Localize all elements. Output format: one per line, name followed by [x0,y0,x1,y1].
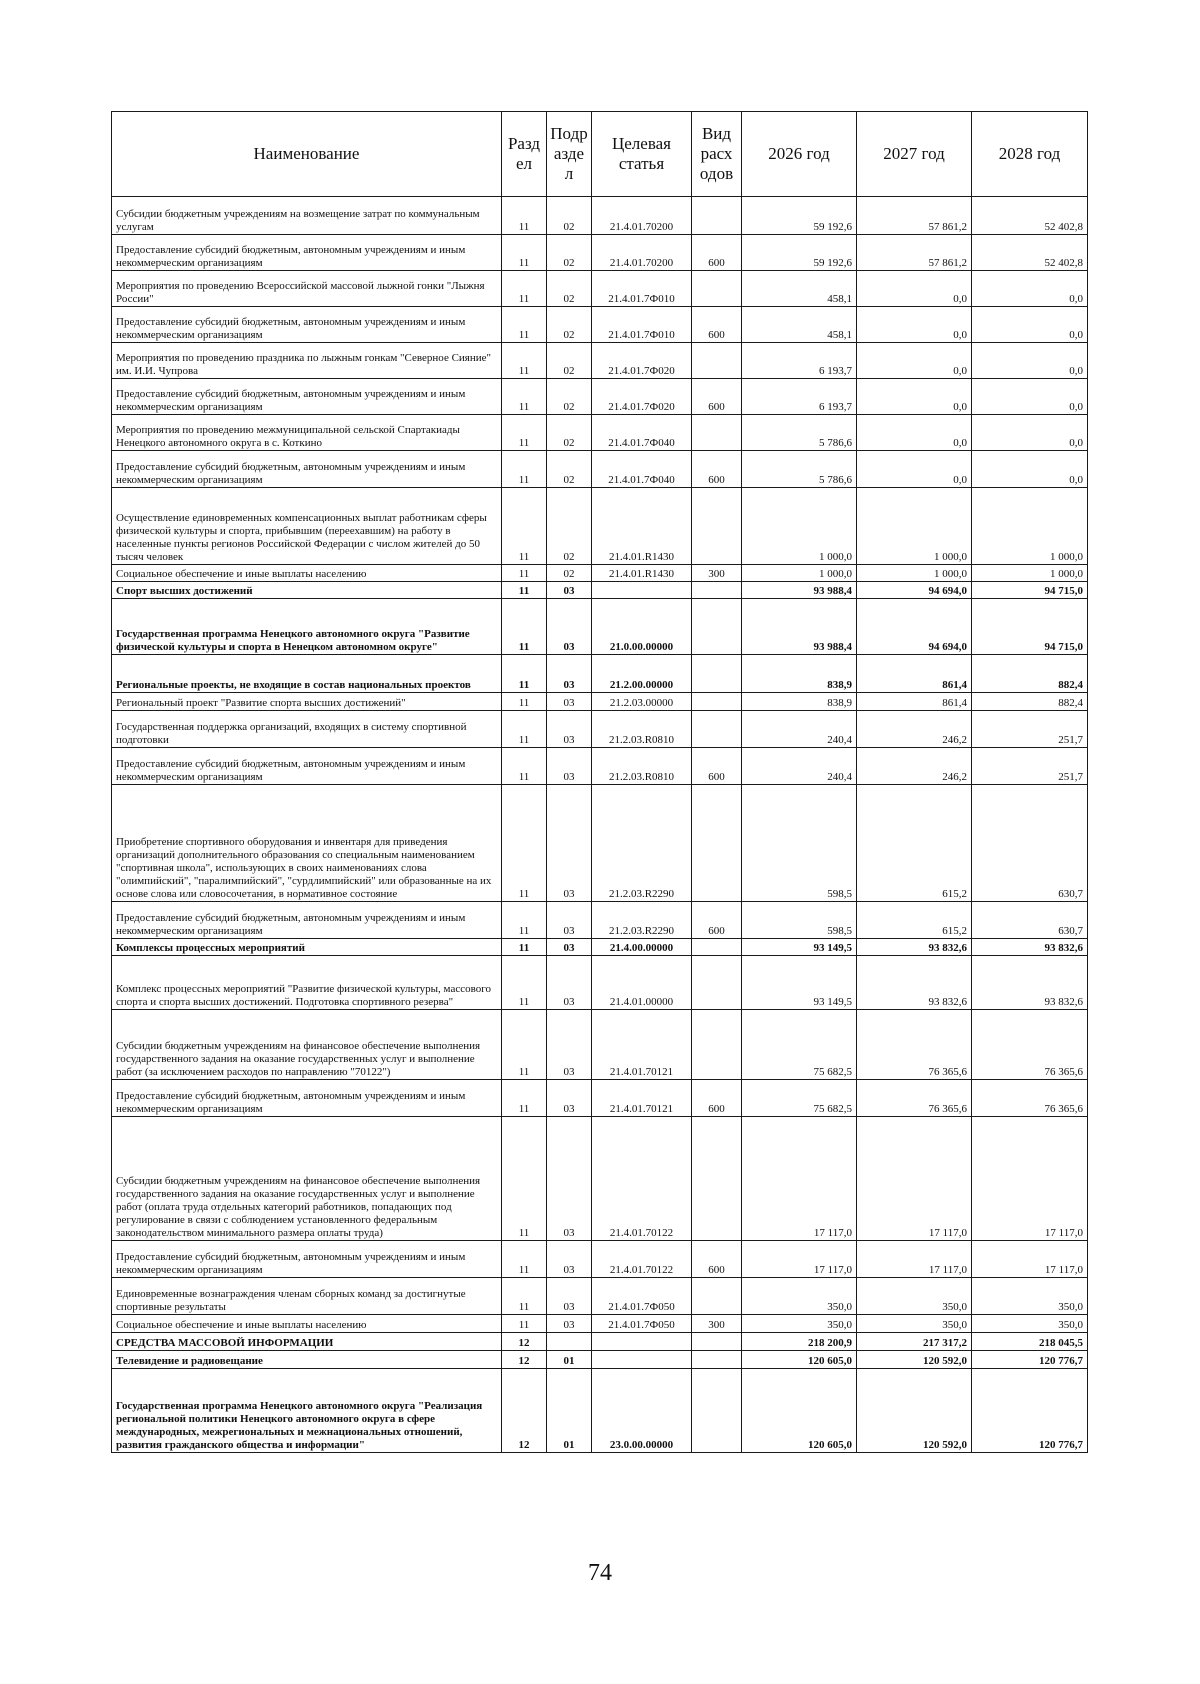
row-value-2027: 57 861,2 [857,197,972,235]
row-name: Субсидии бюджетным учреждениям на возмещение затрат по коммунальным услугам [112,197,502,235]
row-expense-type: 600 [692,379,742,415]
row-name: Социальное обеспечение и иные выплаты населению [112,565,502,582]
row-section: 11 [502,748,547,785]
row-value-2026: 5 786,6 [742,415,857,451]
row-expense-type [692,599,742,655]
row-value-2028: 76 365,6 [972,1080,1088,1117]
row-expense-type: 600 [692,1241,742,1278]
row-expense-type [692,711,742,748]
table-row [112,956,1088,1010]
row-target-article: 21.2.03.R0810 [592,711,692,748]
row-name: Государственная поддержка организаций, входящих в систему спортивной подготовки [112,711,502,748]
table-row [112,1315,1088,1333]
row-target-article: 21.4.01.00000 [592,956,692,1010]
table-row [112,565,1088,582]
row-section: 11 [502,307,547,343]
row-expense-type [692,197,742,235]
row-value-2027: 76 365,6 [857,1080,972,1117]
row-subsection: 03 [547,582,592,599]
row-value-2028: 0,0 [972,415,1088,451]
row-target-article: 21.4.01.7Ф020 [592,379,692,415]
row-value-2026: 350,0 [742,1278,857,1315]
row-value-2028: 94 715,0 [972,582,1088,599]
row-subsection: 03 [547,1080,592,1117]
row-section: 11 [502,197,547,235]
row-name: Предоставление субсидий бюджетным, автономным учреждениям и иным некоммерческим организациям [112,451,502,488]
table-row [112,235,1088,271]
row-value-2028: 0,0 [972,343,1088,379]
row-name: Предоставление субсидий бюджетным, автономным учреждениям и иным некоммерческим организациям [112,235,502,271]
table-row [112,1241,1088,1278]
row-subsection: 03 [547,1315,592,1333]
row-value-2027: 93 832,6 [857,956,972,1010]
row-section: 11 [502,271,547,307]
row-section: 11 [502,599,547,655]
header-year-2027: 2027 год [857,112,972,197]
row-expense-type [692,785,742,902]
row-section: 11 [502,1278,547,1315]
row-expense-type [692,939,742,956]
row-value-2027: 350,0 [857,1278,972,1315]
table-row [112,785,1088,902]
row-target-article: 21.4.01.7Ф010 [592,271,692,307]
row-value-2027: 0,0 [857,271,972,307]
table-row [112,451,1088,488]
row-value-2027: 120 592,0 [857,1369,972,1453]
row-target-article: 21.4.01.R1430 [592,488,692,565]
row-expense-type: 600 [692,235,742,271]
header-name: Наименование [112,112,502,197]
row-section: 11 [502,565,547,582]
header-year-2028: 2028 год [972,112,1088,197]
row-value-2028: 0,0 [972,307,1088,343]
row-value-2027: 94 694,0 [857,582,972,599]
row-section: 11 [502,1080,547,1117]
row-value-2028: 52 402,8 [972,197,1088,235]
row-value-2028: 1 000,0 [972,488,1088,565]
row-value-2028: 94 715,0 [972,599,1088,655]
row-value-2028: 630,7 [972,902,1088,939]
row-value-2026: 59 192,6 [742,235,857,271]
row-value-2026: 218 200,9 [742,1333,857,1351]
row-target-article [592,1333,692,1351]
table-row [112,599,1088,655]
row-name: Предоставление субсидий бюджетным, автономным учреждениям и иным некоммерческим организациям [112,748,502,785]
row-section: 11 [502,693,547,711]
row-value-2027: 217 317,2 [857,1333,972,1351]
header-section: Разд ел [502,112,547,197]
row-target-article: 23.0.00.00000 [592,1369,692,1453]
row-subsection: 03 [547,902,592,939]
row-value-2028: 0,0 [972,451,1088,488]
row-section: 12 [502,1333,547,1351]
header-expense-type: Вид расх одов [692,112,742,197]
row-value-2027: 615,2 [857,902,972,939]
row-value-2027: 0,0 [857,307,972,343]
table-row [112,488,1088,565]
row-value-2026: 59 192,6 [742,197,857,235]
row-value-2027: 0,0 [857,343,972,379]
row-expense-type: 600 [692,748,742,785]
budget-table [111,111,1088,1453]
table-row [112,582,1088,599]
table-row [112,197,1088,235]
row-expense-type [692,1010,742,1080]
row-value-2027: 1 000,0 [857,565,972,582]
row-value-2028: 17 117,0 [972,1241,1088,1278]
row-subsection: 02 [547,235,592,271]
row-value-2026: 240,4 [742,748,857,785]
row-target-article [592,1351,692,1369]
row-name: Комплекс процессных мероприятий "Развитие физической культуры, массового спорта и спорта высших достижений. Подготовка спортивного резерва" [112,956,502,1010]
row-name: Мероприятия по проведению межмуниципальной сельской Спартакиады Ненецкого автономного округа в с. Коткино [112,415,502,451]
row-target-article: 21.4.01.70122 [592,1117,692,1241]
row-subsection: 01 [547,1369,592,1453]
row-value-2027: 861,4 [857,655,972,693]
row-value-2028: 882,4 [972,655,1088,693]
row-section: 11 [502,1010,547,1080]
row-expense-type [692,655,742,693]
row-section: 11 [502,235,547,271]
table-row [112,1333,1088,1351]
row-target-article: 21.4.01.70121 [592,1010,692,1080]
row-value-2026: 75 682,5 [742,1080,857,1117]
row-subsection: 03 [547,956,592,1010]
row-value-2027: 17 117,0 [857,1241,972,1278]
row-value-2027: 57 861,2 [857,235,972,271]
row-subsection: 02 [547,307,592,343]
row-subsection: 02 [547,197,592,235]
row-value-2027: 246,2 [857,748,972,785]
row-value-2028: 52 402,8 [972,235,1088,271]
row-target-article: 21.4.01.7Ф020 [592,343,692,379]
row-target-article [592,582,692,599]
row-section: 11 [502,902,547,939]
row-name: Предоставление субсидий бюджетным, автономным учреждениям и иным некоммерческим организациям [112,307,502,343]
table-row [112,415,1088,451]
header-subsection: Подр азде л [547,112,592,197]
row-expense-type [692,1369,742,1453]
row-subsection: 03 [547,1241,592,1278]
row-value-2026: 350,0 [742,1315,857,1333]
row-expense-type: 600 [692,451,742,488]
row-name: Осуществление единовременных компенсационных выплат работникам сферы физической культуры и спорта, прибывшим (переехавшим) на работу в населенные пункты регионов Российской Федерации с числом жителей до 50 тысяч человек [112,488,502,565]
row-target-article: 21.4.01.70200 [592,197,692,235]
row-name: Предоставление субсидий бюджетным, автономным учреждениям и иным некоммерческим организациям [112,1080,502,1117]
row-value-2027: 94 694,0 [857,599,972,655]
row-section: 11 [502,343,547,379]
row-value-2026: 93 149,5 [742,939,857,956]
row-target-article: 21.4.01.7Ф050 [592,1315,692,1333]
row-value-2027: 93 832,6 [857,939,972,956]
row-value-2028: 17 117,0 [972,1117,1088,1241]
row-subsection: 02 [547,271,592,307]
row-expense-type: 600 [692,307,742,343]
row-value-2027: 1 000,0 [857,488,972,565]
row-name: Предоставление субсидий бюджетным, автономным учреждениям и иным некоммерческим организациям [112,902,502,939]
row-target-article: 21.4.01.R1430 [592,565,692,582]
row-expense-type [692,693,742,711]
table-row [112,939,1088,956]
row-name: СРЕДСТВА МАССОВОЙ ИНФОРМАЦИИ [112,1333,502,1351]
row-section: 11 [502,451,547,488]
row-target-article: 21.4.01.70200 [592,235,692,271]
row-name: Единовременные вознаграждения членам сборных команд за достигнутые спортивные результаты [112,1278,502,1315]
row-name: Предоставление субсидий бюджетным, автономным учреждениям и иным некоммерческим организациям [112,1241,502,1278]
row-target-article: 21.4.01.70122 [592,1241,692,1278]
row-subsection: 03 [547,693,592,711]
row-name: Мероприятия по проведению праздника по лыжным гонкам "Северное Сияние" им. И.И. Чупрова [112,343,502,379]
row-subsection: 03 [547,785,592,902]
row-target-article: 21.2.03.R2290 [592,902,692,939]
row-target-article: 21.0.00.00000 [592,599,692,655]
row-value-2026: 93 988,4 [742,599,857,655]
row-name: Субсидии бюджетным учреждениям на финансовое обеспечение выполнения государственного задания на оказание государственных услуг и выполнение работ (за исключением расходов по направлению "70122") [112,1010,502,1080]
row-expense-type: 300 [692,565,742,582]
row-name: Мероприятия по проведению Всероссийской массовой лыжной гонки "Лыжня России" [112,271,502,307]
row-subsection: 02 [547,488,592,565]
row-name: Предоставление субсидий бюджетным, автономным учреждениям и иным некоммерческим организациям [112,379,502,415]
row-value-2026: 17 117,0 [742,1241,857,1278]
page-number: 74 [588,1560,612,1586]
row-value-2027: 76 365,6 [857,1010,972,1080]
table-row [112,343,1088,379]
row-section: 12 [502,1351,547,1369]
row-value-2028: 882,4 [972,693,1088,711]
row-target-article: 21.4.01.70121 [592,1080,692,1117]
row-name: Региональные проекты, не входящие в состав национальных проектов [112,655,502,693]
row-value-2026: 240,4 [742,711,857,748]
row-value-2026: 458,1 [742,307,857,343]
row-name: Региональный проект "Развитие спорта высших достижений" [112,693,502,711]
row-value-2026: 598,5 [742,785,857,902]
row-value-2028: 93 832,6 [972,939,1088,956]
row-section: 11 [502,415,547,451]
row-subsection: 02 [547,565,592,582]
row-subsection: 02 [547,451,592,488]
row-value-2026: 120 605,0 [742,1351,857,1369]
row-section: 11 [502,1117,547,1241]
row-value-2027: 861,4 [857,693,972,711]
row-expense-type [692,415,742,451]
row-expense-type [692,1351,742,1369]
row-section: 11 [502,785,547,902]
row-section: 11 [502,1241,547,1278]
row-value-2028: 120 776,7 [972,1351,1088,1369]
row-target-article: 21.2.03.R2290 [592,785,692,902]
row-value-2028: 251,7 [972,748,1088,785]
row-target-article: 21.4.01.7Ф010 [592,307,692,343]
table-row [112,1080,1088,1117]
row-value-2027: 17 117,0 [857,1117,972,1241]
row-value-2027: 0,0 [857,451,972,488]
row-value-2026: 5 786,6 [742,451,857,488]
row-value-2027: 615,2 [857,785,972,902]
row-section: 11 [502,379,547,415]
table-row [112,748,1088,785]
row-subsection: 03 [547,599,592,655]
row-value-2028: 76 365,6 [972,1010,1088,1080]
table-row [112,307,1088,343]
row-value-2028: 93 832,6 [972,956,1088,1010]
row-subsection: 03 [547,1117,592,1241]
row-name: Государственная программа Ненецкого автономного округа "Развитие физической культуры и спорта в Ненецком автономном округе" [112,599,502,655]
table-row [112,379,1088,415]
row-value-2026: 458,1 [742,271,857,307]
row-expense-type [692,271,742,307]
row-expense-type [692,1333,742,1351]
row-name: Социальное обеспечение и иные выплаты населению [112,1315,502,1333]
row-value-2026: 1 000,0 [742,565,857,582]
row-name: Приобретение спортивного оборудования и инвентаря для приведения организаций дополнительного образования со специальным наименованием "спортивная школа", использующих в своих наименованиях слова "олимпийский", "паралимпийский", "сурдлимпийский" или образованные на их основе слова или словосочетания, в нормативное состояние [112,785,502,902]
row-target-article: 21.4.01.7Ф040 [592,415,692,451]
row-section: 12 [502,1369,547,1453]
row-subsection: 03 [547,655,592,693]
row-expense-type [692,1278,742,1315]
row-name: Субсидии бюджетным учреждениям на финансовое обеспечение выполнения государственного задания на оказание государственных услуг и выполнение работ (оплата труда отдельных категорий работников, попадающих под регулирование в связи с соблюдением установленного федеральным законодательством минимального размера оплаты труда) [112,1117,502,1241]
row-target-article: 21.2.03.00000 [592,693,692,711]
row-subsection: 03 [547,1010,592,1080]
row-expense-type [692,488,742,565]
row-value-2028: 350,0 [972,1278,1088,1315]
row-subsection: 01 [547,1351,592,1369]
row-section: 11 [502,711,547,748]
table-row [112,1351,1088,1369]
row-value-2026: 1 000,0 [742,488,857,565]
row-subsection: 03 [547,748,592,785]
row-expense-type: 600 [692,902,742,939]
row-subsection: 03 [547,711,592,748]
row-name: Комплексы процессных мероприятий [112,939,502,956]
row-target-article: 21.4.01.7Ф050 [592,1278,692,1315]
row-value-2026: 598,5 [742,902,857,939]
table-row [112,1278,1088,1315]
table-body [112,197,1088,1453]
row-value-2026: 838,9 [742,693,857,711]
row-value-2028: 251,7 [972,711,1088,748]
row-subsection: 02 [547,415,592,451]
row-value-2026: 93 988,4 [742,582,857,599]
row-target-article: 21.4.00.00000 [592,939,692,956]
row-value-2026: 75 682,5 [742,1010,857,1080]
row-expense-type [692,956,742,1010]
table-row [112,1117,1088,1241]
row-value-2026: 17 117,0 [742,1117,857,1241]
table-row [112,902,1088,939]
table-row [112,1369,1088,1453]
row-value-2028: 630,7 [972,785,1088,902]
row-value-2027: 246,2 [857,711,972,748]
row-value-2026: 120 605,0 [742,1369,857,1453]
row-name: Государственная программа Ненецкого автономного округа "Реализация региональной политики Ненецкого автономного округа в сфере международных, межрегиональных и межнациональных отношений, развития гражданского общества и информации" [112,1369,502,1453]
row-expense-type [692,582,742,599]
row-value-2028: 120 776,7 [972,1369,1088,1453]
row-target-article: 21.4.01.7Ф040 [592,451,692,488]
row-section: 11 [502,939,547,956]
row-name: Спорт высших достижений [112,582,502,599]
table-row [112,1010,1088,1080]
row-target-article: 21.2.03.R0810 [592,748,692,785]
row-value-2027: 0,0 [857,379,972,415]
row-section: 11 [502,956,547,1010]
row-value-2026: 93 149,5 [742,956,857,1010]
row-value-2027: 350,0 [857,1315,972,1333]
row-value-2028: 0,0 [972,271,1088,307]
row-value-2027: 120 592,0 [857,1351,972,1369]
row-value-2028: 1 000,0 [972,565,1088,582]
row-value-2028: 0,0 [972,379,1088,415]
row-value-2026: 838,9 [742,655,857,693]
row-expense-type [692,1117,742,1241]
table-header-row [112,112,1088,197]
row-section: 11 [502,582,547,599]
row-subsection: 03 [547,1278,592,1315]
row-subsection [547,1333,592,1351]
header-target-article: Целевая статья [592,112,692,197]
row-value-2026: 6 193,7 [742,379,857,415]
header-year-2026: 2026 год [742,112,857,197]
row-subsection: 02 [547,343,592,379]
row-target-article: 21.2.00.00000 [592,655,692,693]
row-subsection: 02 [547,379,592,415]
table-row [112,655,1088,693]
row-value-2028: 350,0 [972,1315,1088,1333]
row-section: 11 [502,488,547,565]
row-expense-type [692,343,742,379]
row-expense-type: 300 [692,1315,742,1333]
table-row [112,693,1088,711]
row-section: 11 [502,655,547,693]
row-value-2027: 0,0 [857,415,972,451]
row-value-2028: 218 045,5 [972,1333,1088,1351]
table-row [112,271,1088,307]
table-row [112,711,1088,748]
row-section: 11 [502,1315,547,1333]
row-subsection: 03 [547,939,592,956]
row-expense-type: 600 [692,1080,742,1117]
row-value-2026: 6 193,7 [742,343,857,379]
row-name: Телевидение и радиовещание [112,1351,502,1369]
